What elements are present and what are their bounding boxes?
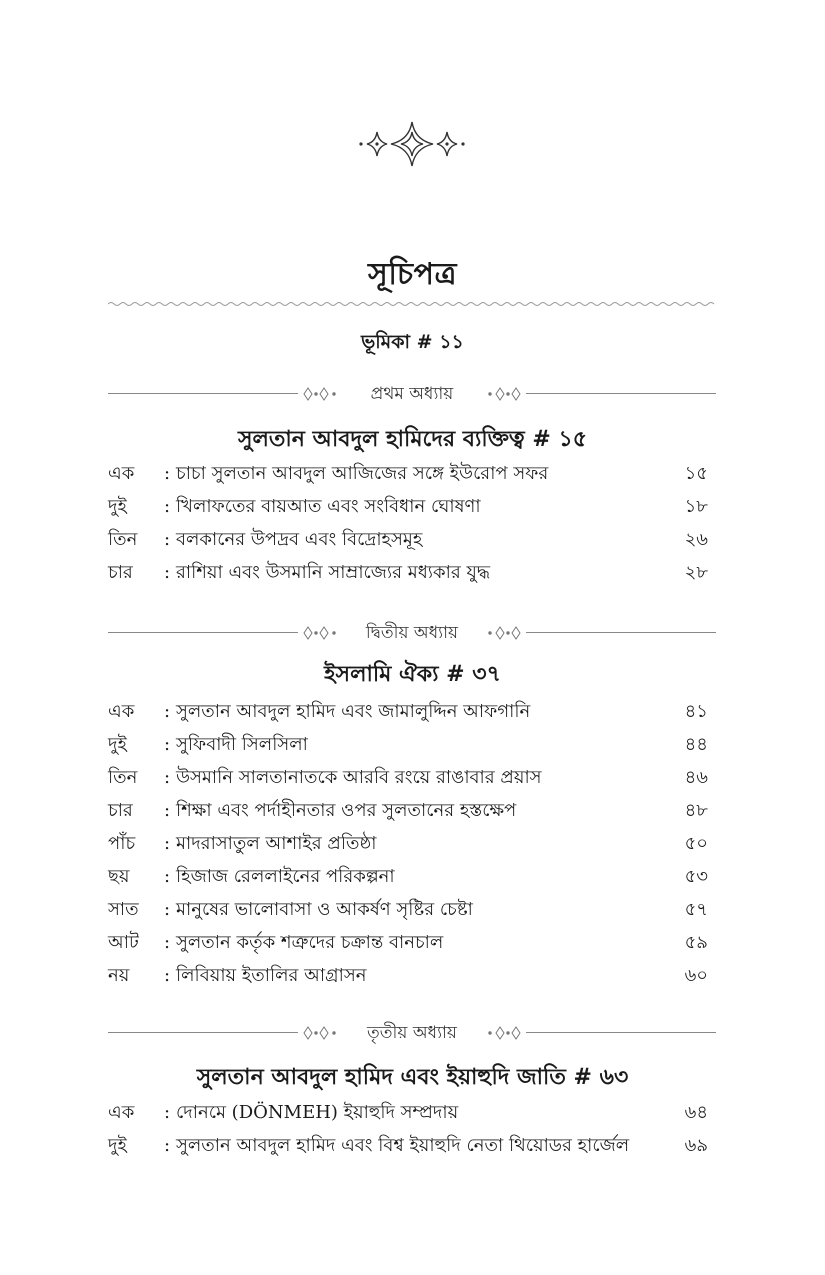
chapter-title[interactable]: [0, 657, 825, 694]
chapter-title[interactable]: [0, 422, 825, 459]
entry-number: পাঁচ: [108, 833, 136, 854]
entry-text: রাশিয়া এবং উসমানি সাম্রাজ্যের মধ্যকার যুদ্ধ: [176, 562, 491, 583]
diamond-flourish-icon: [486, 1025, 524, 1041]
entry-page: ৫৩: [684, 866, 708, 887]
chapter-label: তৃতীয় অধ্যায়: [367, 1023, 457, 1043]
chapter-title-text: ইসলামি ঐক্য: [324, 661, 439, 687]
entry-page: ১৫: [684, 463, 708, 484]
page-title: সূচিপত্র: [368, 257, 457, 292]
entry-colon: :: [164, 932, 171, 953]
entry-colon: :: [164, 1135, 171, 1156]
entry-colon: :: [164, 767, 171, 788]
entry-number: ছয়: [108, 866, 130, 887]
toc-entry[interactable]: [108, 928, 708, 958]
toc-entry[interactable]: [108, 492, 708, 522]
chapter-title-page: ৩৭: [472, 661, 501, 687]
entry-colon: :: [164, 800, 171, 821]
entry-number: নয়: [108, 965, 130, 986]
entry-page: ২৮: [684, 562, 708, 583]
chapter-title-page: ১৫: [558, 426, 587, 452]
entry-colon: :: [164, 529, 171, 550]
chapter-label: প্রথম অধ্যায়: [370, 384, 454, 404]
toc-entry[interactable]: [108, 558, 708, 588]
entry-page: ৬৪: [684, 1102, 708, 1123]
chapter-title-sep: #: [573, 1064, 592, 1090]
entry-number: এক: [108, 463, 135, 484]
entry-colon: :: [164, 1102, 171, 1123]
entry-number: চার: [108, 562, 133, 583]
entry-colon: :: [164, 496, 171, 517]
entry-number: তিন: [108, 767, 138, 788]
entry-text: খিলাফতের বায়আত এবং সংবিধান ঘোষণা: [176, 496, 481, 517]
entry-text: মাদরাসাতুল আশাইর প্রতিষ্ঠা: [176, 833, 377, 854]
entry-text: হিজাজ রেললাইনের পরিকল্পনা: [176, 866, 395, 887]
diamond-flourish-icon: [486, 625, 524, 641]
toc-entry[interactable]: [108, 961, 708, 991]
entry-number: আট: [108, 932, 139, 953]
entry-text: মানুষের ভালোবাসা ও আকর্ষণ সৃষ্টির চেষ্টা: [176, 899, 473, 920]
entry-colon: :: [164, 833, 171, 854]
intro-sep: #: [416, 331, 433, 353]
entry-number: সাত: [108, 899, 139, 920]
entry-page: ৬০: [684, 965, 708, 986]
entry-page: ৫৭: [684, 899, 708, 920]
chapter-title-sep: #: [532, 426, 551, 452]
entry-page: ৫৯: [684, 932, 708, 953]
entry-number: এক: [108, 1102, 135, 1123]
toc-entry[interactable]: [108, 697, 708, 727]
entry-text: সুলতান কর্তৃক শত্রুদের চক্রান্ত বানচাল: [176, 932, 444, 953]
toc-entry[interactable]: [108, 730, 708, 760]
intro-entry[interactable]: [0, 328, 825, 360]
entry-page: ৪১: [684, 701, 708, 722]
entry-page: ১৮: [684, 496, 708, 517]
chapter-divider: [108, 621, 716, 645]
chapter-label: দ্বিতীয় অধ্যায়: [365, 623, 459, 643]
entry-page: ৬৯: [684, 1135, 708, 1156]
entry-page: ২৬: [684, 529, 708, 550]
entry-colon: :: [164, 899, 171, 920]
wavy-divider: [108, 300, 716, 308]
toc-entry[interactable]: [108, 1098, 708, 1128]
toc-entry[interactable]: [108, 1131, 708, 1161]
entry-text: বলকানের উপদ্রব এবং বিদ্রোহসমূহ: [176, 529, 423, 550]
toc-entry[interactable]: [108, 459, 708, 489]
entry-page: ৪৮: [684, 800, 708, 821]
toc-entry[interactable]: [108, 763, 708, 793]
chapter-title-text: সুলতান আবদুল হামিদের ব্যক্তিত্ব: [237, 426, 525, 452]
chapter-title-text: সুলতান আবদুল হামিদ এবং ইয়াহুদি জাতি: [196, 1064, 566, 1090]
entry-colon: :: [164, 866, 171, 887]
entry-text: শিক্ষা এবং পর্দাহীনতার ওপর সুলতানের হস্তক্ষেপ: [176, 800, 517, 821]
entry-text: উসমানি সালতানাতকে আরবি রংয়ে রাঙাবার প্রয়াস: [176, 767, 542, 788]
entry-number: তিন: [108, 529, 138, 550]
toc-entry[interactable]: [108, 829, 708, 859]
entry-page: ৪৪: [684, 734, 708, 755]
entry-number: চার: [108, 800, 133, 821]
intro-label: ভূমিকা: [361, 331, 411, 353]
toc-entry[interactable]: [108, 862, 708, 892]
entry-number: দুই: [108, 496, 127, 517]
chapter-divider: [108, 1021, 716, 1045]
chapter-title-page: ৬৩: [599, 1064, 629, 1090]
entry-text: সুলতান আবদুল হামিদ এবং জামালুদ্দিন আফগানি: [176, 701, 531, 722]
entry-number: এক: [108, 701, 135, 722]
entry-text: দোনমে (DÖNMEH) ইয়াহুদি সম্প্রদায়: [176, 1102, 459, 1123]
toc-entry[interactable]: [108, 525, 708, 555]
entry-number: দুই: [108, 734, 127, 755]
entry-page: ৫০: [684, 833, 708, 854]
entry-colon: :: [164, 734, 171, 755]
chapter-title[interactable]: [0, 1060, 825, 1097]
entry-text: সুফিবাদী সিলসিলা: [176, 734, 308, 755]
chapter-title-sep: #: [446, 661, 465, 687]
entry-text: চাচা সুলতান আবদুল আজিজের সঙ্গে ইউরোপ সফর: [176, 463, 549, 484]
toc-entry[interactable]: [108, 796, 708, 826]
four-point-star-ornament-icon: [357, 118, 467, 170]
entry-colon: :: [164, 463, 171, 484]
entry-page: ৪৬: [684, 767, 708, 788]
diamond-flourish-icon: [486, 386, 524, 402]
entry-colon: :: [164, 965, 171, 986]
chapter-divider: [108, 382, 716, 406]
entry-colon: :: [164, 701, 171, 722]
intro-page: ১১: [439, 331, 464, 353]
entry-text: সুলতান আবদুল হামিদ এবং বিশ্ব ইয়াহুদি নেতা থিয়োডর হার্জেল: [176, 1135, 630, 1156]
entry-text: লিবিয়ায় ইতালির আগ্রাসন: [176, 965, 367, 986]
toc-entry[interactable]: [108, 895, 708, 925]
entry-number: দুই: [108, 1135, 127, 1156]
entry-colon: :: [164, 562, 171, 583]
